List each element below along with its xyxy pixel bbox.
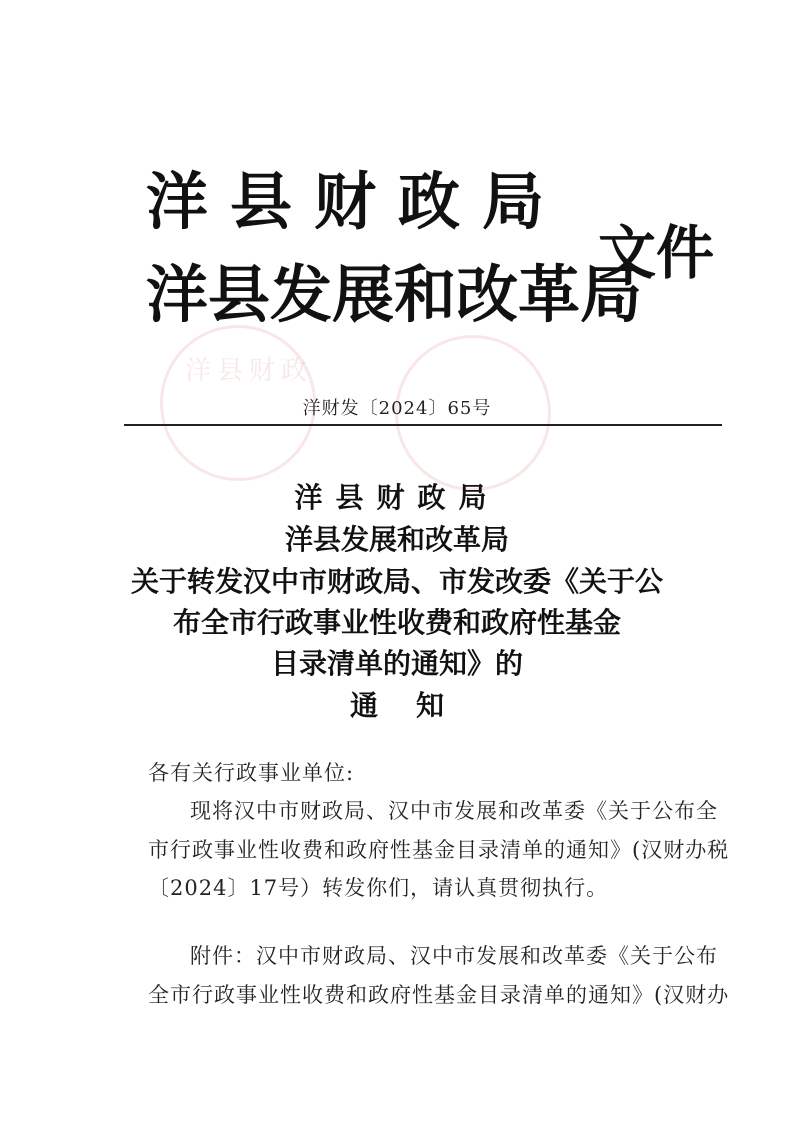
issuer-line-1: 洋县财政局 [146, 165, 567, 238]
title-line-3: 关于转发汉中市财政局、市发改委《关于公 [130, 565, 663, 598]
document-suffix: 文件 [598, 219, 715, 287]
title-line-2: 洋县发展和改革局 [284, 523, 509, 556]
body-paragraph-line: 市行政事业性收费和政府性基金目录清单的通知》(汉财办税 [148, 838, 730, 862]
title-line-1: 洋县财政局 [294, 481, 500, 514]
attachment-line: 附件：汉中市财政局、汉中市发展和改革委《关于公布 [190, 944, 718, 968]
seal-stamp-text: 洋县财政 [185, 356, 314, 386]
title-line-5: 目录清单的通知》的 [270, 647, 523, 680]
body-paragraph-line: 现将汉中市财政局、汉中市发展和改革委《关于公布全 [190, 799, 718, 823]
document-number: 洋财发〔2024〕65号 [302, 398, 492, 419]
issuer-line-2: 洋县发展和改革局 [146, 258, 643, 331]
salutation: 各有关行政事业单位: [148, 761, 355, 785]
header-divider [124, 424, 722, 426]
title-line-6: 通知 [349, 689, 482, 722]
body-paragraph-line: 〔2024〕17号）转发你们，请认真贯彻执行。 [148, 876, 609, 900]
attachment-line: 全市行政事业性收费和政府性基金目录清单的通知》(汉财办 [148, 983, 730, 1007]
title-line-4: 布全市行政事业性收费和政府性基金 [172, 606, 621, 639]
